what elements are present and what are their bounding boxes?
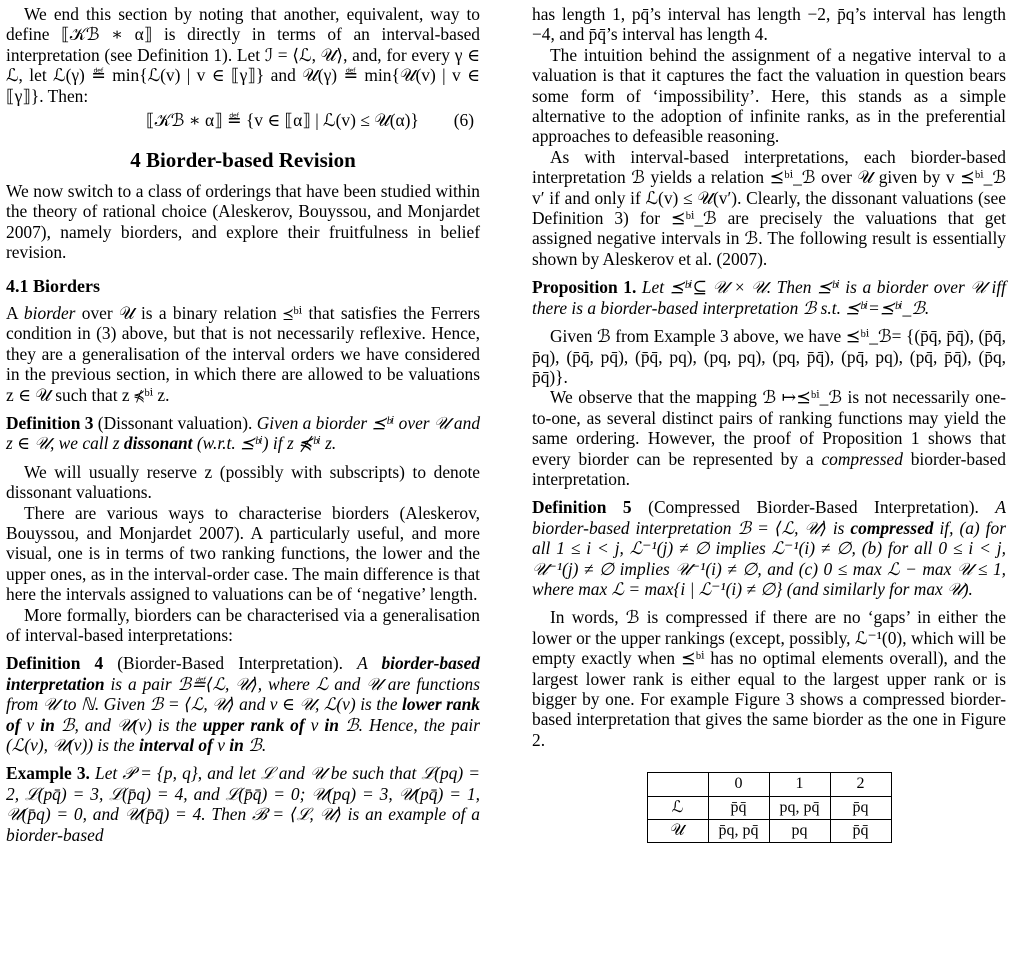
term: upper rank of xyxy=(202,714,305,735)
term: lower rank of xyxy=(6,694,480,735)
term: interval of xyxy=(138,735,213,755)
paragraph-dissonant-note: We will usually reserve z (possibly with subscripts) to denote dissonant valuations. xyxy=(6,461,480,503)
definition-label: Definition 4 xyxy=(6,653,104,674)
paragraph-intuition: The intuition behind the assignment of a negative interval to a valuation is that it captures the fact the valuation in question bears some form of ‘impossibility’. Here, this stands as a simple alternative to the adoption of infinite ranks, as in the preferential approaches to defeasible reasoning. xyxy=(532,44,1006,147)
text-run: We observe that the mapping ℬ ↦⪯ᵇⁱ_ℬ is not necessarily one-to-one, as several distinct pairs of ranking functions may yield the same ordering. However, the proof of Proposition 1 shows that every biorder can be represented by a xyxy=(532,387,1006,469)
text-run: over 𝒰 is a binary relation ⪯ᵇⁱ that satisfies the Ferrers condition in (3) above, but that is not necessarily reflexive. Hence, they are a generalisation of the interval orders we have considered in the previous section, in which there are allowed to be valuations z ∈ 𝒰 such that z ⋠ᵇⁱ z. xyxy=(6,302,480,405)
table-cell: 2 xyxy=(830,773,891,796)
proposition-label: Proposition 1. xyxy=(532,277,637,298)
paragraph-in-words: In words, ℬ is compressed if there are no ‘gaps’ in either the lower or the upper rankings (except, possibly, ℒ⁻¹(0), which will be empty exactly when ⪯ᵇⁱ has no optimal elements overall), and the largest lower rank is either equal to the largest upper rank or is bigger by one. For example Figure 3 shows a compressed biorder-based interpretation that gives the same biorder as the one in Figure 2. xyxy=(532,607,1006,750)
right-column xyxy=(532,4,1006,843)
text-run: ℬ. Hence, the pair (ℒ(v), 𝒰(v)) is the xyxy=(6,714,481,755)
paragraph-relation: As with interval-based interpretations, each biorder-based interpretation ℬ yields a relation ⪯ᵇⁱ_ℬ over 𝒰 given by v ⪯ᵇⁱ_ℬ v′ if and only if ℒ(v) ≤ 𝒰(v′). Clearly, the dissonant valuations (see Definition 3) for ⪯ᵇⁱ_ℬ are precisely the valuations that get assigned negative intervals in ℬ. The following result is essentially shown by Aleskerov et al. (2007). xyxy=(532,146,1006,269)
table-cell: ℒ xyxy=(647,796,708,819)
text-run: Let 𝒫 = {p, q}, and let ℒ and 𝒰 be such that ℒ(pq) = 2, ℒ(pq̄) = 3, ℒ(p̄q) = 4, and ℒ(p̄q̄) = 0; 𝒰(pq) = 3, 𝒰(pq̄) = 1, 𝒰(p̄q) = 0, and 𝒰(p̄q̄) = 4. Then ℬ = ⟨ℒ, 𝒰⟩ is an example of a biorder-based xyxy=(6,763,480,845)
compressed-interpretation-table xyxy=(647,772,892,843)
term-dissonant: dissonant xyxy=(123,433,193,454)
definition-5 xyxy=(532,497,1006,599)
text-run: Given a biorder ⪯ᵇⁱ over 𝒰 and z ∈ 𝒰, we call z xyxy=(6,412,481,454)
term-biorder: biorder xyxy=(23,302,76,323)
text-run: ℬ. xyxy=(243,735,267,755)
paragraph-biorder-def xyxy=(6,303,480,405)
table-header-row xyxy=(647,773,891,796)
table-row xyxy=(647,796,891,819)
term: in xyxy=(229,735,244,755)
table-cell: 0 xyxy=(708,773,769,796)
definition-name: (Biorder-Based Interpretation). xyxy=(103,653,358,674)
definition-label: Definition 5 xyxy=(532,497,632,518)
term: in xyxy=(324,714,339,735)
text-run: v xyxy=(212,735,230,755)
equation-6-body: ⟦𝒦ℬ ∗ α⟧ ≝ {v ∈ ⟦α⟧ | ℒ(v) ≤ 𝒰(α)} xyxy=(146,110,419,131)
paragraph-lengths: has length 1, pq̄’s interval has length −2, p̄q’s interval has length −4, and p̄q̄’s interval has length 4. xyxy=(532,4,1006,45)
equation-6-number: (6) xyxy=(453,110,474,131)
paragraph-example-relation: Given ℬ from Example 3 above, we have ⪯ᵇⁱ_ℬ= {(p̄q̄, p̄q̄), (p̄q̄, p̄q), (p̄q̄, pq̄), (p̄q̄, pq), (pq, pq), (pq, p̄q̄), (pq̄, pq), (pq̄, p̄q̄), (p̄q, p̄q̄)}. xyxy=(532,326,1006,387)
table-cell: p̄q̄ xyxy=(708,796,769,819)
term-compressed: compressed xyxy=(850,517,934,538)
definition-label: Definition 3 xyxy=(6,412,94,433)
paragraph-mapping xyxy=(532,387,1006,489)
table-cell: p̄q xyxy=(830,796,891,819)
table-cell: p̄q̄ xyxy=(830,820,891,843)
example-label: Example 3. xyxy=(6,763,90,784)
text-run: A xyxy=(6,302,24,323)
text-run: is a pair ℬ≝⟨ℒ, 𝒰⟩, where ℒ and 𝒰 are functions from 𝒰 to ℕ. Given ℬ = ⟨ℒ, 𝒰⟩ and v ∈ 𝒰, ℒ(v) is the xyxy=(6,673,480,715)
table-cell: pq xyxy=(769,820,830,843)
text-run: Let ⪯ᵇⁱ⊆ 𝒰 × 𝒰. Then ⪯ᵇⁱ is a biorder over 𝒰 iff there is a biorder-based interpretation ℬ s.t. ⪯ᵇⁱ=⪯ᵇⁱ_ℬ. xyxy=(532,277,1006,318)
paragraph-formally: More formally, biorders can be characterised via a generalisation of interval-based interpretations: xyxy=(6,604,480,645)
equation-6 xyxy=(6,106,480,136)
text-run: if, (a) for all 1 ≤ i < j, ℒ⁻¹(j) ≠ ∅ implies ℒ⁻¹(i) ≠ ∅, (b) for all 0 ≤ i < j, 𝒰⁻¹(j) ≠ ∅ implies 𝒰⁻¹(i) ≠ ∅, and (c) 0 ≤ max ℒ − max 𝒰 ≤ 1, where max ℒ = max{i | ℒ⁻¹(i) ≠ ∅} (and similarly for max 𝒰). xyxy=(532,517,1006,599)
term-compressed: compressed xyxy=(821,448,903,469)
term: in xyxy=(40,714,55,735)
definition-3 xyxy=(6,413,480,454)
table-row xyxy=(647,820,891,843)
text-run: biorder-based interpretation. xyxy=(532,448,1006,489)
definition-name: (Dissonant valuation). xyxy=(93,412,257,433)
table-cell: pq, pq̄ xyxy=(769,796,830,819)
term: biorder-based interpretation xyxy=(6,653,480,694)
subsection-4-1-heading: 4.1 Biorders xyxy=(6,276,100,297)
definition-4 xyxy=(6,653,480,755)
text-run: ℬ, and 𝒰(v) is the xyxy=(54,714,203,735)
paragraph-section-4: We now switch to a class of orderings that have been studied within the theory of rational choice (Aleskerov, Bouyssou, and Monjardet 2007), namely biorders, and explore their fruitfulness in belief revision. xyxy=(6,180,480,263)
table-cell: 1 xyxy=(769,773,830,796)
proposition-1 xyxy=(532,277,1006,318)
left-column xyxy=(6,4,480,845)
section-4-heading: 4 Biorder-based Revision xyxy=(130,148,356,173)
text-run: v xyxy=(304,714,325,735)
text-run: (w.r.t. ⪯ᵇⁱ) if z ⋠ᵇⁱ z. xyxy=(192,433,337,454)
text-run: A xyxy=(357,653,382,674)
example-3 xyxy=(6,763,480,845)
table-cell: 𝒰 xyxy=(647,820,708,843)
paragraph-characterise: There are various ways to characterise biorders (Aleskerov, Bouyssou, and Monjardet 2007). A particularly useful, and more visual, one is in terms of two ranking functions, the lower and the upper ones, as in the interval-order case. The main difference is that here the intervals assigned to valuations can be of ‘negative’ length. xyxy=(6,502,480,605)
paragraph-intro: We end this section by noting that another, equivalent, way to define ⟦𝒦ℬ ∗ α⟧ is directly in terms of an interval-based interpretation (see Definition 1). Let ℐ = ⟨ℒ, 𝒰⟩, and, for every γ ∈ ℒ, let ℒ(γ) ≝ min{ℒ(v) | v ∈ ⟦γ⟧} and 𝒰(γ) ≝ min{𝒰(v) | v ∈ ⟦γ⟧}. Then: xyxy=(6,4,480,106)
definition-name: (Compressed Biorder-Based Interpretation). xyxy=(631,497,996,518)
table-cell: p̄q, pq̄ xyxy=(708,820,769,843)
text-run: v xyxy=(20,714,41,735)
table-cell xyxy=(647,773,708,796)
text-run: A biorder-based interpretation ℬ = ⟨ℒ, 𝒰⟩ is xyxy=(532,497,1006,538)
